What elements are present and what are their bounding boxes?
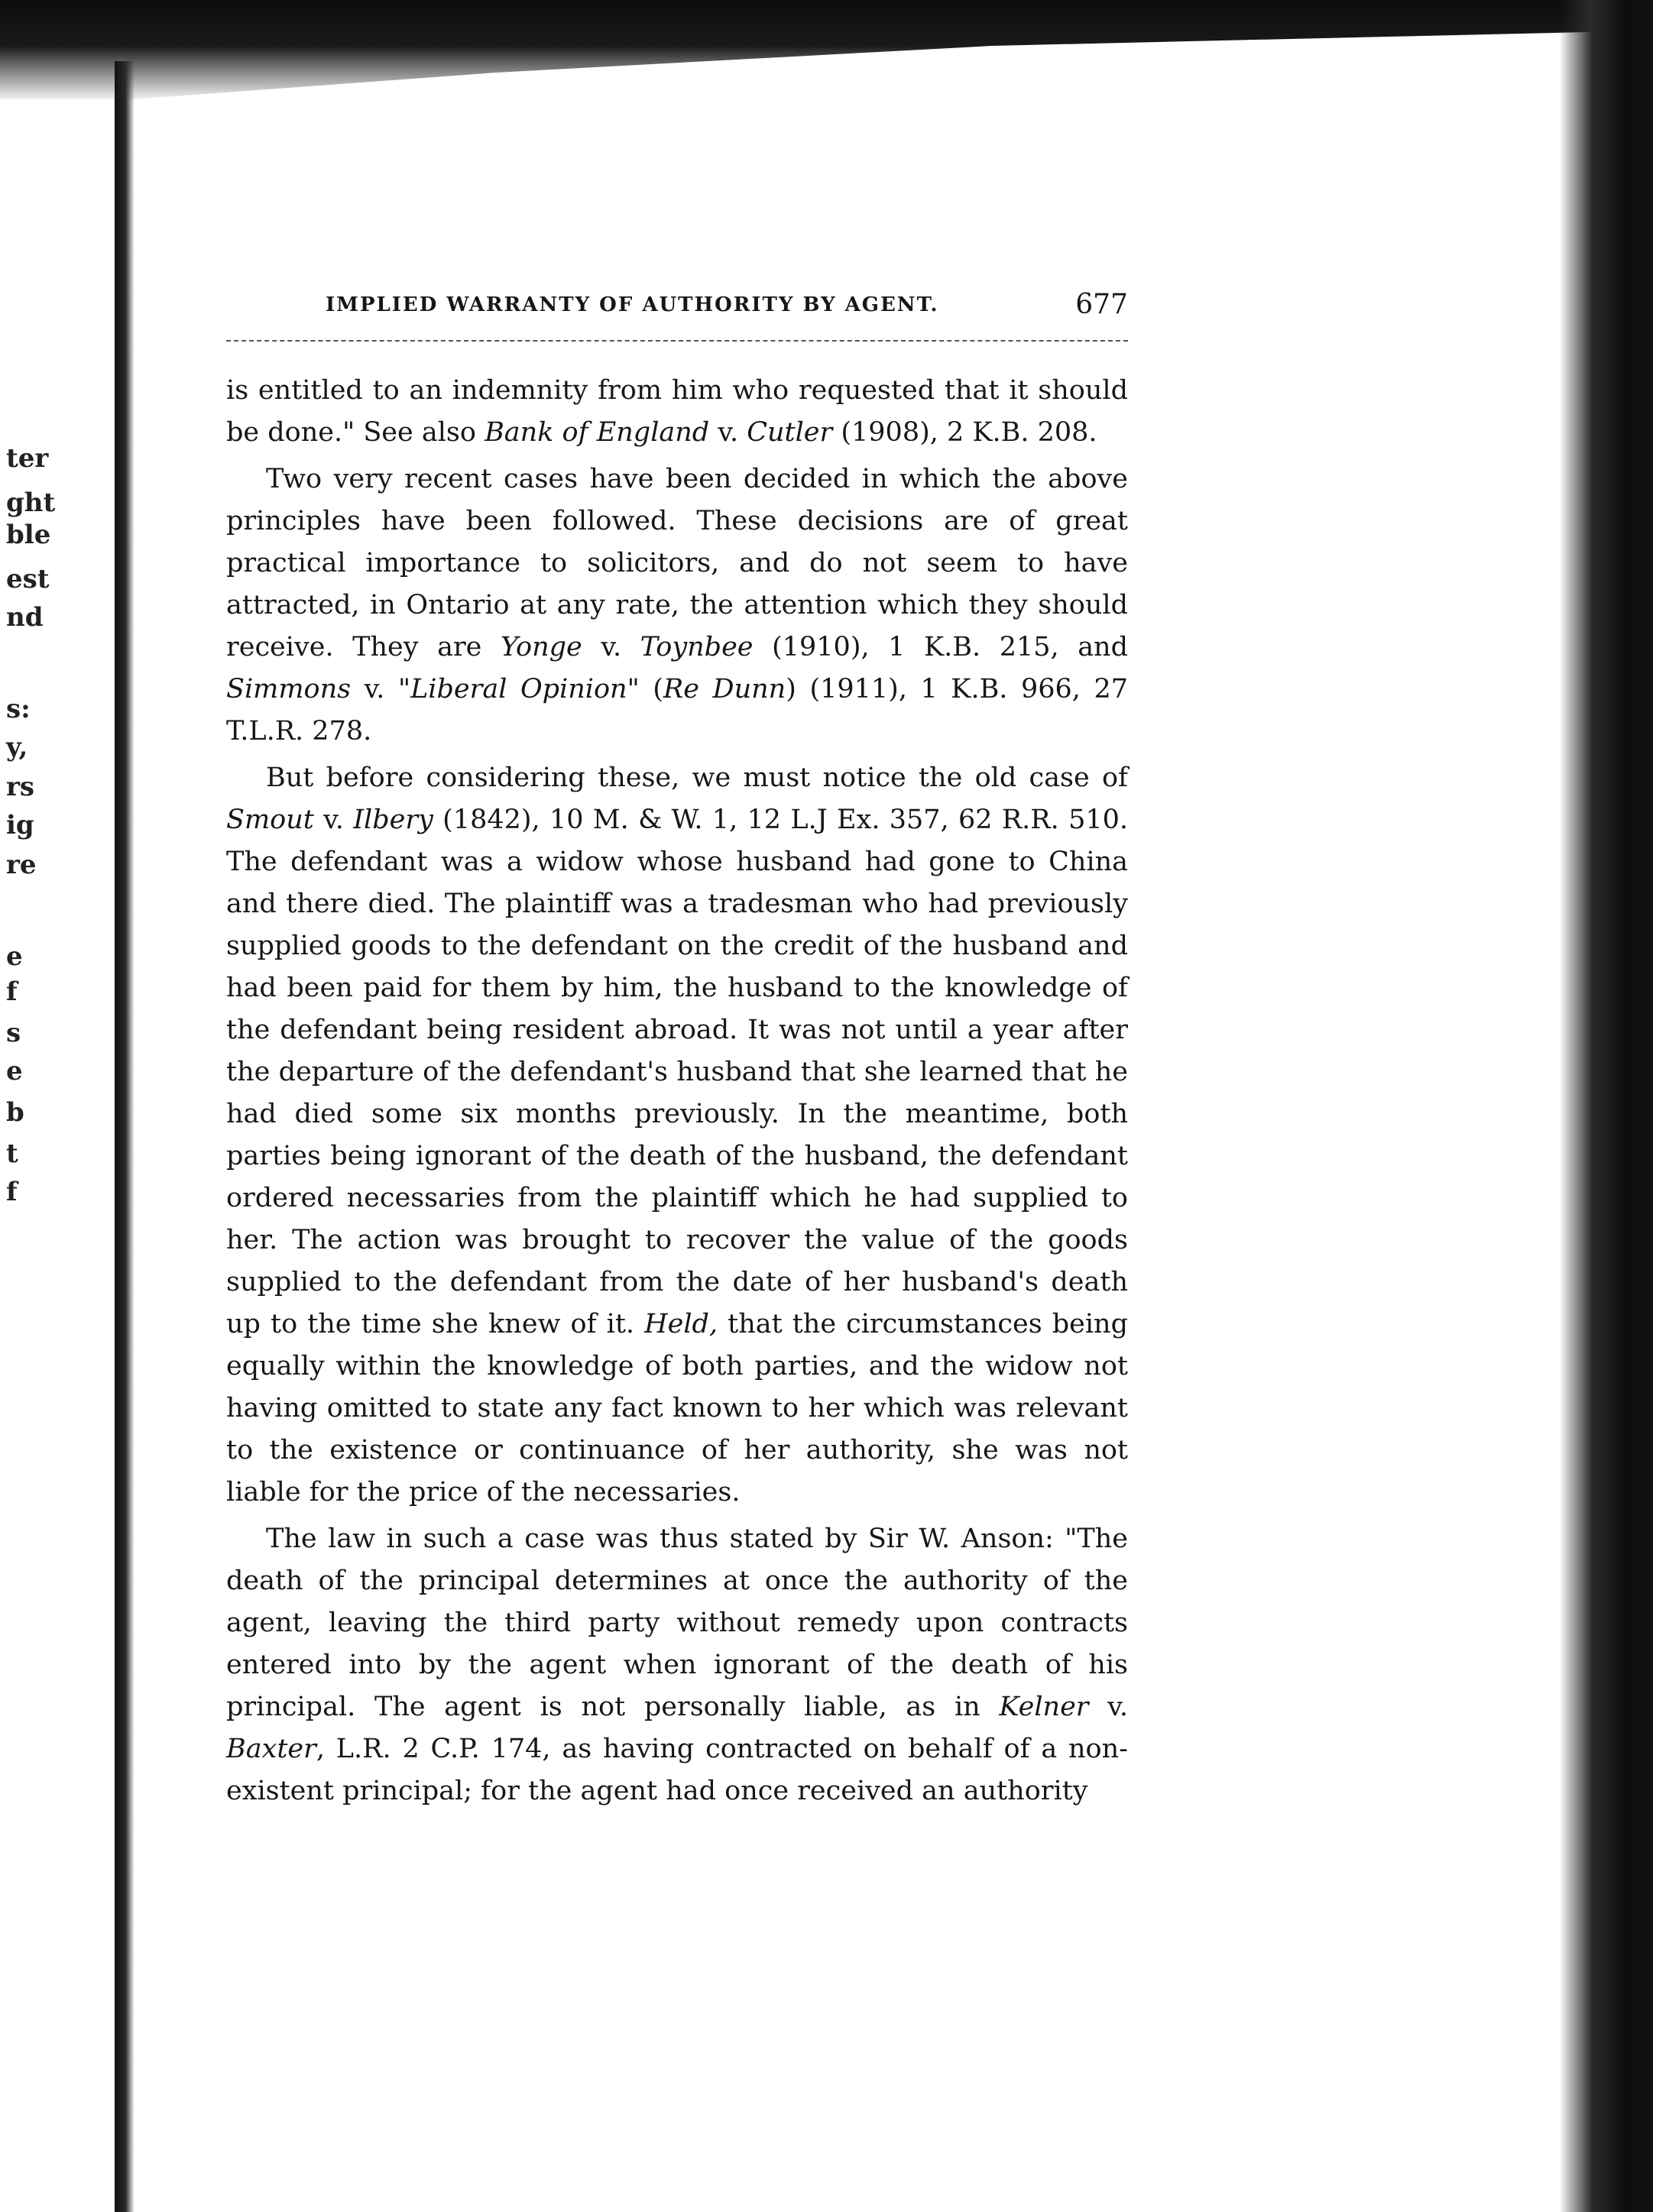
page-number: 677 [1075,289,1128,320]
margin-fragment: rs [6,772,35,802]
text-run: , L.R. 2 C.P. 174, as having contracted on behalf of a non-existent principal; for the agent had once received an authority [226,1734,1128,1806]
margin-fragment: re [6,850,37,880]
italic-citation: Held, [644,1309,718,1339]
italic-citation: Smout [226,805,314,835]
text-run: (1910), 1 K.B. 215, and [753,632,1129,662]
margin-fragment: ble [6,520,51,550]
paragraph [226,458,1128,753]
margin-fragment: e [6,1056,23,1087]
margin-fragment: ght [6,487,56,518]
italic-citation: Bank of England [485,417,710,448]
margin-fragment: f [6,1177,18,1207]
margin-fragment: b [6,1097,24,1128]
header-rule [226,340,1128,342]
italic-citation: "Liberal Opinion" [397,674,640,704]
margin-fragment: y, [6,732,28,763]
italic-citation: Cutler [747,417,833,448]
italic-citation: Toynbee [640,632,754,662]
scan-edge-right [1559,0,1653,2212]
paragraph [226,757,1128,1514]
margin-fragment: est [6,564,50,594]
text-run: (1842), 10 M. & W. 1, 12 L.J Ex. 357, 62 R.R. 510. The defendant was a widow whose husband had gone to China and there died. The plaintiff was a tradesman who had previously supplied goods to the defendant on the credit of the husband and had been paid for them by him, the husband to the knowledge of the defendant being resident abroad. It was not until a year after the departure of the defendant's husband that she learned that he had died some six months previously. In the meantime, both parties being ignorant of the death of the husband, the defendant ordered necessaries from the plaintiff which he had supplied to her. The action was brought to recover the value of the goods supplied to the defendant from the date of her husband's death up to the time she knew of it. [226,805,1129,1339]
margin-fragment: nd [6,602,44,633]
running-title: IMPLIED WARRANTY OF AUTHORITY BY AGENT. [326,293,939,316]
text-run: that the circumstances being equally within the knowledge of both parties, and the widow not having omitted to state any fact known to her which was relevant to the existence or continuance of her authority, she was not liable for the price of the necessaries. [226,1309,1128,1508]
text-run: ) (1911), 1 K.B. 966, 27 T.L.R. 278. [226,674,1128,747]
scan-binding-edge [115,61,135,2212]
margin-fragment: ter [6,443,49,474]
margin-fragment: f [6,976,18,1007]
text-run: Two very recent cases have been decided in which the above principles have been followed. These decisions are of great practical importance to solicitors, and do not seem to have attracted, in Ontario at any rate, the attention which they should receive. They are [226,464,1128,662]
text-run: v. [709,417,747,448]
facing-page-margin-fragments [0,397,84,1314]
page-header [226,289,1128,330]
text-run: v. [1088,1692,1128,1722]
paragraph [226,1518,1128,1812]
text-run: v. [582,632,640,662]
italic-citation: Baxter [226,1734,316,1764]
italic-citation: Ilbery [353,805,433,835]
margin-fragment: e [6,941,23,972]
text-run: But before considering these, we must notice the old case of [266,763,1128,793]
paragraph [226,370,1128,454]
body-text [226,370,1128,1817]
text-run: is entitled to an indemnity from him who requested that it should be done." See also [226,375,1128,448]
margin-fragment: ig [6,810,34,840]
text-run: v. [351,674,398,704]
italic-citation: Simmons [226,674,352,704]
scan-edge-top [0,0,1653,99]
margin-fragment: s: [6,694,31,724]
text-run: ( [639,674,663,704]
margin-fragment: t [6,1138,18,1169]
italic-citation: Kelner [999,1692,1089,1722]
italic-citation: Re Dunn [663,674,786,704]
italic-citation: Yonge [500,632,582,662]
text-run: v. [313,805,354,835]
margin-fragment: s [6,1018,21,1048]
text-run: (1908), 2 K.B. 208. [832,417,1097,448]
text-run: The law in such a case was thus stated by Sir W. Anson: "The death of the principal determines at once the authority of the agent, leaving the third party without remedy upon contracts entered into by the agent when ignorant of the death of his principal. The agent is not personally liable, as in [226,1524,1128,1722]
